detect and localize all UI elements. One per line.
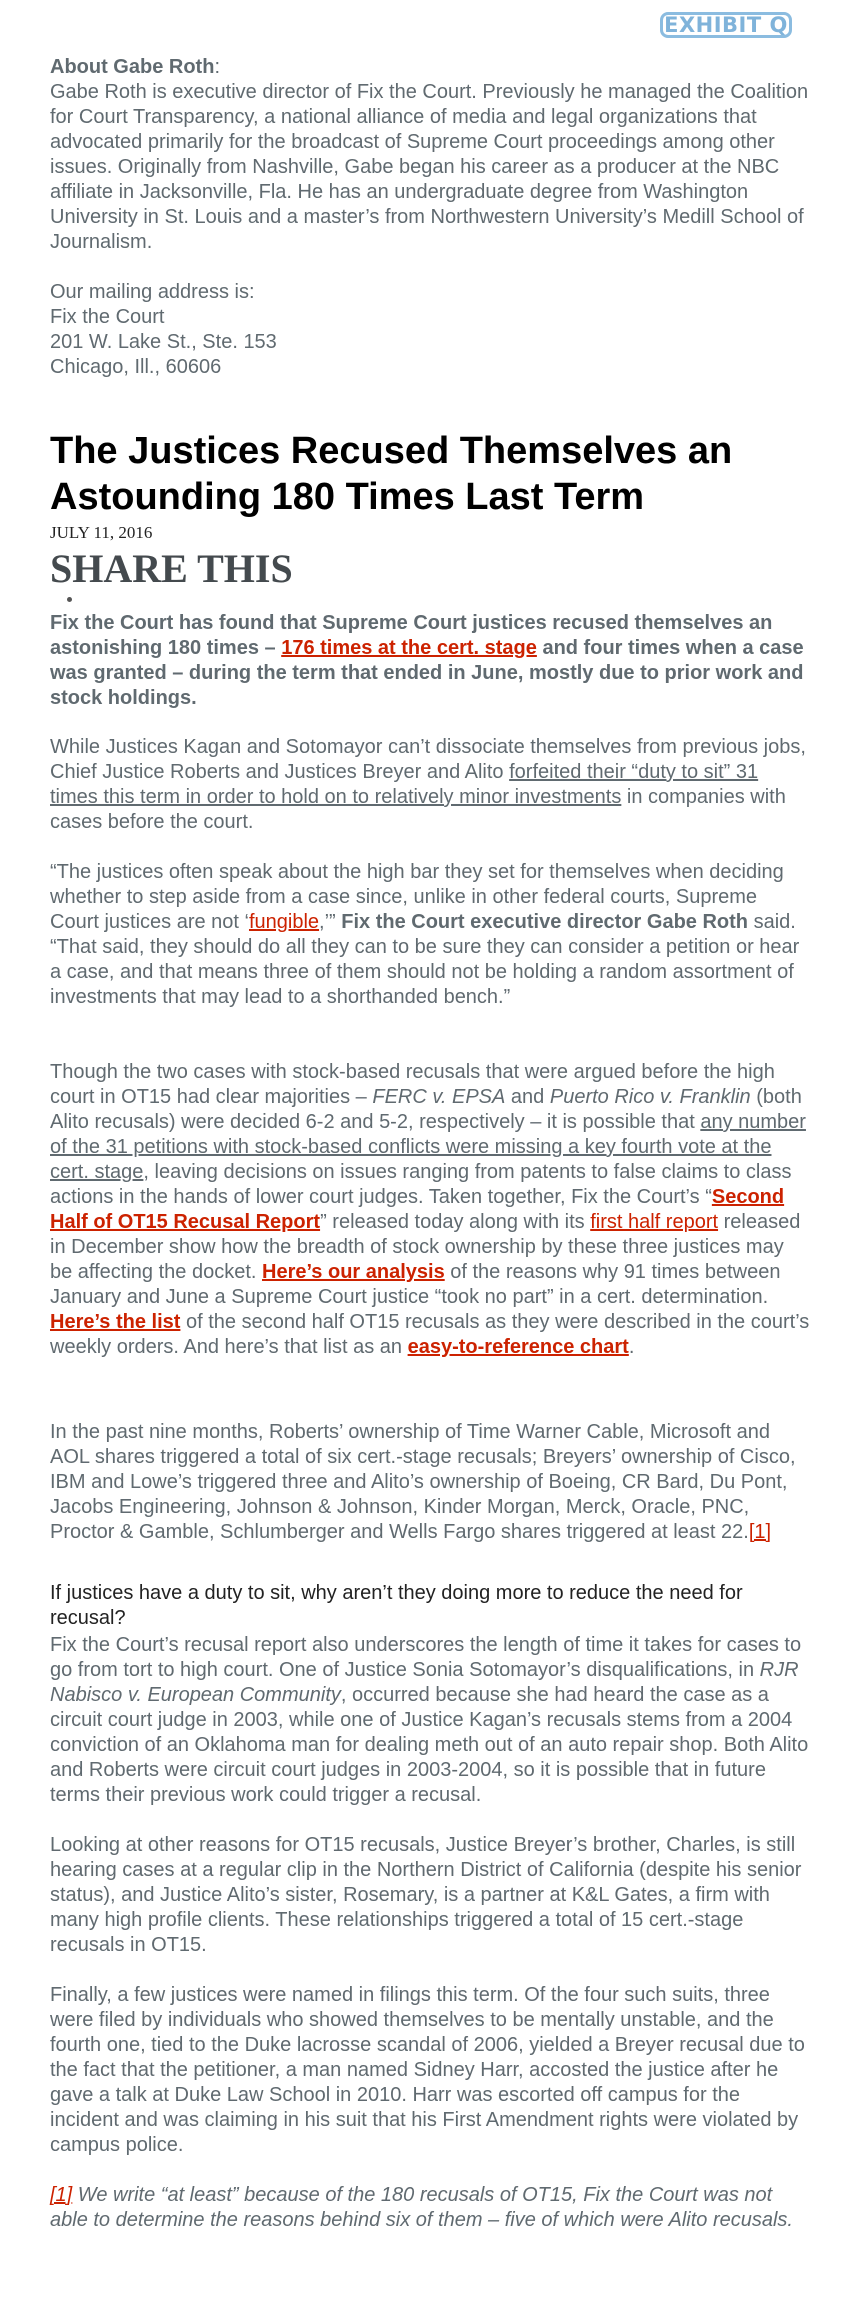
p4-text: of the reasons why 91 times between January and June a Supreme Court justice “took no part” in a cert. determination. [50, 1261, 781, 1308]
paragraph-quote [50, 860, 810, 1010]
paragraph-stock-ownership [50, 1420, 810, 1545]
p3-text-end: said. “That said, they should do all they can to be sure they can consider a petition or hear a case, and that means three of them should not be holding a random assortment of investments that may lead to a shorthanded bench.” [50, 911, 800, 1008]
share-list-bullet [67, 597, 72, 602]
section-subheading: If justices have a duty to sit, why aren’t they doing more to reduce the need for recusal? [50, 1582, 743, 1629]
second-half-report-link[interactable]: Second Half of OT15 Recusal Report [50, 1186, 785, 1233]
paragraph-relationships: Looking at other reasons for OT15 recusals, Justice Breyer’s brother, Charles, is still hearing cases at a regular clip in the Northern District of California (despite his senior status), and Justice Alito’s sister, Rosemary, is a partner at K&L Gates, a firm with many high profile clients. These relationships triggered a total of 15 cert.-stage recusals in OT15. [50, 1834, 802, 1956]
mailing-city: Chicago, Ill., 60606 [50, 356, 222, 378]
p4-text: of the second half OT15 recusals as they were described in the court’s weekly orders. And here’s that list as an [50, 1311, 810, 1358]
p2-text: While Justices Kagan and Sotomayor can’t dissociate themselves from previous jobs, Chief Justice Roberts and Justices Breyer and Alito [50, 736, 806, 783]
fungible-link[interactable]: fungible [248, 911, 320, 933]
about-section [50, 55, 810, 255]
exhibit-stamp: EXHIBIT Q [660, 12, 792, 38]
article-date: JULY 11, 2016 [50, 523, 153, 542]
paragraph-duty-to-sit [50, 735, 810, 835]
share-this-heading: SHARE THIS [50, 546, 293, 591]
lead-text-end: and four times when a case was granted – during the term that ended in June, mostly due to prior work and stock holdings. [50, 637, 804, 709]
footnote [50, 2183, 810, 2233]
first-half-report-link[interactable]: first half report [590, 1211, 719, 1233]
p3-text: “The justices often speak about the high bar they set for themselves when deciding whether to step aside from a case since, unlike in other federal courts, Supreme Court justices are not ‘ [50, 861, 784, 933]
p4-text: (both Alito recusals) were decided 6-2 and 5-2, respectively – it is possible that [50, 1086, 802, 1133]
footnote-text: We write “at least” because of the 180 recusals of OT15, Fix the Court was not able to determine the reasons behind six of them – five of which were Alito recusals. [50, 2184, 793, 2231]
paragraph-prior-work [50, 1633, 810, 1808]
p4-text: . [628, 1336, 635, 1358]
article-title: The Justices Recused Themselves an Astounding 180 Times Last Term [50, 430, 733, 518]
p5-text: In the past nine months, Roberts’ ownership of Time Warner Cable, Microsoft and AOL shares triggered a total of six cert.-stage recusals; Breyers’ ownership of Cisco, IBM and Lowe’s triggered three and Alito’s ownership of Boeing, CR Bard, Du Pont, Jacobs Engineering, Johnson & Johnson, Kinder Morgan, Merck, Oracle, PNC, Proctor & Gamble, Schlumberger and Wells Fargo shares triggered at least 22. [50, 1421, 796, 1543]
the-list-link[interactable]: Here’s the list [50, 1311, 181, 1333]
mailing-street: 201 W. Lake St., Ste. 153 [50, 331, 277, 353]
reference-chart-link[interactable]: easy-to-reference chart [407, 1336, 629, 1358]
p4-text: ” released today along with its [320, 1211, 591, 1233]
about-body: Gabe Roth is executive director of Fix the Court. Previously he managed the Coalition for Court Transparency, a national alliance of media and legal organizations that advocated primarily for the broadcast of Supreme Court proceedings among other issues. Originally from Nashville, Gabe began his career as a producer at the NBC affiliate in Jacksonville, Fla. He has an undergraduate degree from Washington University in St. Louis and a master’s from Northwestern University’s Medill School of Journalism. [50, 81, 809, 253]
p3-speaker: Fix the Court executive director Gabe Roth [341, 911, 749, 933]
article-lead [50, 611, 810, 711]
case-ferc: FERC v. EPSA [372, 1086, 506, 1108]
mailing-intro: Our mailing address is: [50, 281, 255, 303]
p4-text: released in December show how the breadth of stock ownership by these three justices may be affecting the docket. [50, 1211, 801, 1283]
cert-stage-link[interactable]: 176 times at the cert. stage [281, 637, 537, 659]
p2-text-end: in companies with cases before the court. [50, 786, 786, 833]
footnote-backref-link[interactable]: [1] [50, 2184, 73, 2206]
p6-text: Fix the Court’s recusal report also underscores the length of time it takes for cases to go from tort to high court. One of Justice Sonia Sotomayor’s disqualifications, in [50, 1634, 802, 1681]
mailing-org: Fix the Court [50, 306, 165, 328]
p6-text-end: , occurred because she had heard the case as a circuit court judge in 2003, while one of Justice Kagan’s recusals stems from a 2004 conviction of an Oklahoma man for dealing meth out of an auto repair shop. Both Alito and Roberts were circuit court judges in 2003-2004, so it is possible that in future terms their previous work could trigger a recusal. [50, 1684, 809, 1806]
footnote-ref-link[interactable]: [1] [748, 1521, 772, 1543]
our-analysis-link[interactable]: Here’s our analysis [262, 1261, 445, 1283]
case-puerto-rico: Puerto Rico v. Franklin [549, 1086, 751, 1108]
mailing-address [50, 280, 810, 380]
case-rjr-nabisco: RJR Nabisco v. European Community [50, 1659, 799, 1706]
paragraph-stock-cases [50, 1060, 810, 1360]
paragraph-filings: Finally, a few justices were named in filings this term. Of the four such suits, three were filed by individuals who showed themselves to be mentally unstable, and the fourth one, tied to the Duke lacrosse scandal of 2006, yielded a Breyer recusal due to the fact that the petitioner, a man named Sidney Harr, accosted the justice after he gave a talk at Duke Law School in 2010. Harr was escorted off campus for the incident and was claiming in his suit that his First Amendment rights were violated by campus police. [50, 1984, 805, 2156]
forfeited-duty-link[interactable]: forfeited their “duty to sit” 31 times this term in order to hold on to relatively minor investments [50, 761, 759, 808]
about-heading: About Gabe Roth [50, 56, 215, 78]
p4-text: Though the two cases with stock-based recusals that were argued before the high court in OT15 had clear majorities – [50, 1061, 775, 1108]
lead-text: Fix the Court has found that Supreme Court justices recused themselves an astonishing 180 times – [50, 612, 773, 659]
about-heading-suffix: : [214, 56, 220, 78]
p3-punct: ,’” [319, 911, 342, 933]
missing-fourth-vote-link[interactable]: any number of the 31 petitions with stock-based conflicts were missing a key fourth vote at the cert. stage [50, 1111, 806, 1183]
about-heading-line [50, 55, 810, 80]
p4-text: , leaving decisions on issues ranging from patents to false claims to class actions in the hands of lower court judges. Taken together, Fix the Court’s “ [50, 1161, 792, 1208]
p4-text: and [505, 1086, 550, 1108]
